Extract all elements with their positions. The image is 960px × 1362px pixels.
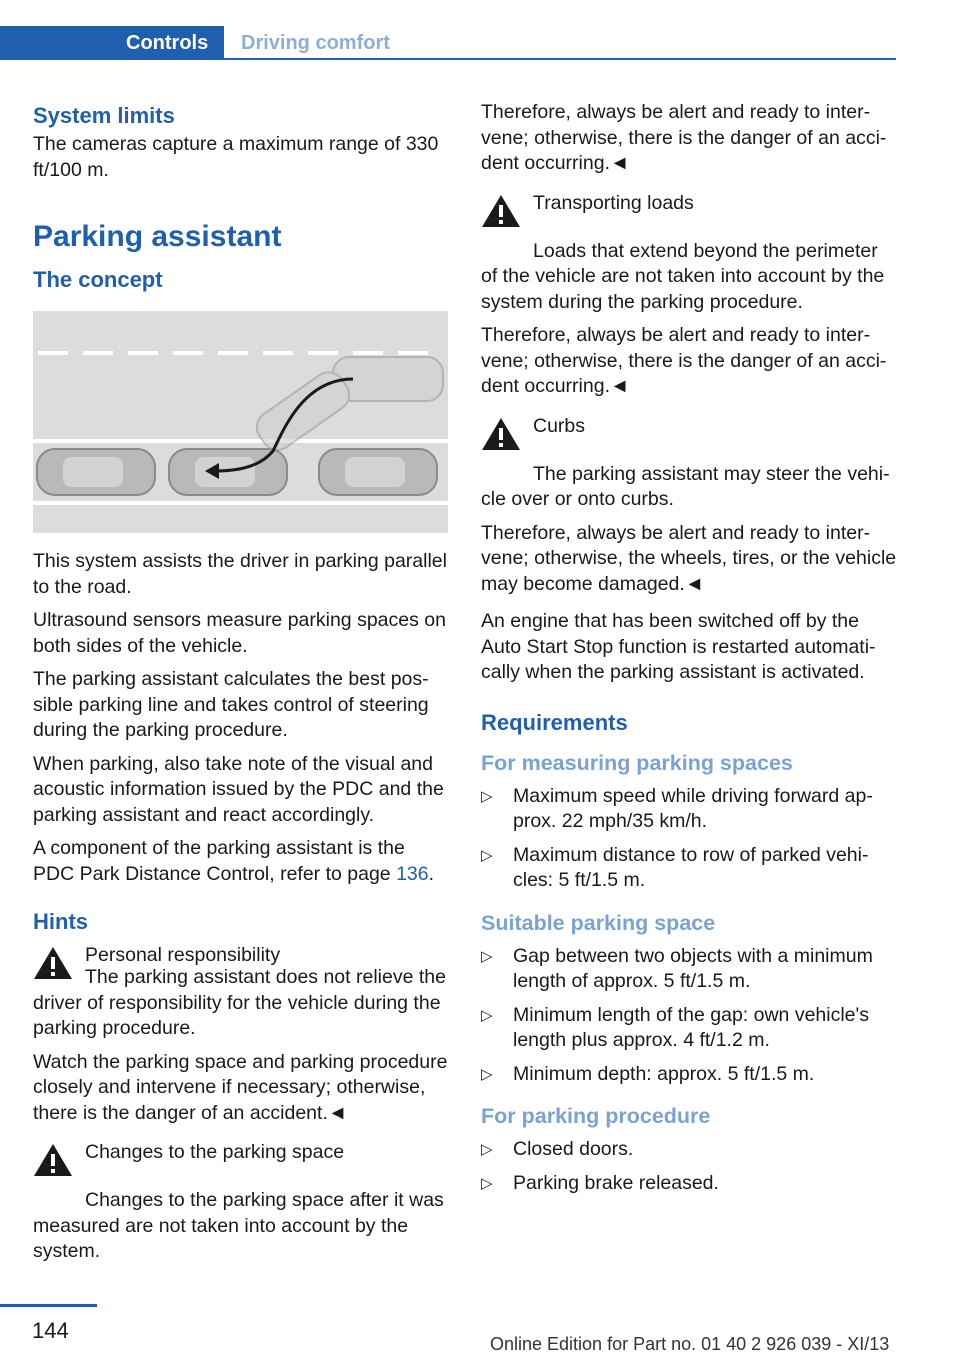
triangle-bullet-icon: ▷ bbox=[481, 787, 493, 805]
warning-triangle-icon bbox=[481, 193, 521, 229]
list-item: ▷ Closed doors. bbox=[481, 1137, 899, 1163]
header-tab-controls[interactable] bbox=[0, 26, 224, 60]
list-item: ▷ Maximum speed while driving forward approx. 22 mph/35 km/h. bbox=[481, 784, 873, 832]
list-item: ▷ Gap between two objects with a minimum length of approx. 5 ft/1.5 m. bbox=[481, 944, 873, 992]
system-limits-heading: System limits bbox=[33, 103, 175, 128]
right-column bbox=[481, 100, 899, 1204]
procedure-heading: For parking procedure bbox=[481, 1104, 711, 1128]
measuring-heading: For measuring parking spaces bbox=[481, 750, 793, 775]
left-column bbox=[33, 100, 451, 1273]
page-number: 144 bbox=[32, 1318, 69, 1343]
triangle-bullet-icon: ▷ bbox=[481, 1006, 493, 1024]
section-title: Parking assistant bbox=[33, 220, 282, 253]
warning-3-title: Transporting loads bbox=[533, 191, 694, 214]
warning-4-text: The parking assistant may steer the vehicle over or onto curbs. bbox=[481, 462, 890, 510]
requirements-heading: Requirements bbox=[481, 709, 628, 735]
header-tab-driving-comfort[interactable] bbox=[224, 26, 896, 60]
warning-2-title: Changes to the parking space bbox=[85, 1141, 345, 1163]
triangle-bullet-icon: ▷ bbox=[481, 846, 493, 864]
warning-3-follow: Therefore, always be alert and ready to intervene; otherwise, there is the danger of an accident occurring.◄ bbox=[481, 324, 887, 397]
pdc-period: . bbox=[428, 862, 435, 885]
pdc-page-link[interactable]: 136 bbox=[396, 862, 429, 885]
concept-paragraph-3: The parking assistant calculates the best possible parking line and takes control of steering during the parking procedure. bbox=[33, 668, 429, 741]
list-item: ▷ Minimum length of the gap: own vehicle's length plus approx. 4 ft/1.2 m. bbox=[481, 1003, 869, 1051]
header-tab-driving-comfort-label: Driving comfort bbox=[241, 32, 390, 54]
engine-restart-text: An engine that has been switched off by the Auto Start Stop function is restarted automatically when the parking assistant is activated. bbox=[481, 610, 876, 683]
procedure-list bbox=[481, 1137, 899, 1196]
concept-paragraph-1: This system assists the driver in parking parallel to the road. bbox=[33, 550, 447, 598]
page-header bbox=[0, 0, 896, 60]
parking-diagram-image bbox=[33, 311, 448, 533]
footer-accent-line bbox=[0, 1304, 97, 1307]
warning-2-text: Changes to the parking space after it was measured are not taken into account by the system. bbox=[33, 1189, 444, 1262]
measuring-list bbox=[481, 784, 899, 894]
header-divider bbox=[224, 58, 896, 60]
warning-4-follow: Therefore, always be alert and ready to intervene; otherwise, the wheels, tires, or the vehicle may become damaged.◄ bbox=[481, 521, 897, 595]
pdc-text: A component of the parking assistant is the PDC Park Distance Control, refer to page bbox=[33, 837, 405, 885]
warning-triangle-icon bbox=[33, 1142, 73, 1178]
warning-parking-space-changes bbox=[33, 1140, 451, 1188]
continuation-text: Therefore, always be alert and ready to intervene; otherwise, there is the danger of an accident occurring.◄ bbox=[481, 101, 887, 174]
edition-footer: Online Edition for Part no. 01 40 2 926 039 - XI/13 bbox=[490, 1334, 890, 1354]
warning-1-text: The parking assistant does not relieve the driver of responsibility for the vehicle during the parking procedure. bbox=[33, 966, 446, 1039]
warning-curbs bbox=[481, 414, 899, 462]
warning-triangle-icon bbox=[33, 945, 73, 981]
list-item: ▷ Parking brake released. bbox=[481, 1171, 899, 1197]
triangle-bullet-icon: ▷ bbox=[481, 1141, 493, 1158]
header-tab-controls-label: Controls bbox=[126, 32, 209, 54]
pdc-paragraph bbox=[33, 836, 451, 887]
concept-paragraph-4: When parking, also take note of the visual and acoustic information issued by the PDC and the parking assistant and react accordingly. bbox=[33, 752, 444, 826]
warning-1-title: Personal responsibility bbox=[85, 944, 281, 966]
warning-transporting-loads bbox=[481, 191, 899, 239]
warning-4-title: Curbs bbox=[533, 414, 586, 437]
warning-1-follow: Watch the parking space and parking procedure closely and intervene if necessary; otherwise, there is the danger of an accident.◄ bbox=[33, 1050, 448, 1124]
warning-3-text: Loads that extend beyond the perimeter of the vehicle are not taken into account by the system during the parking procedure. bbox=[481, 239, 885, 313]
warning-triangle-icon bbox=[481, 416, 521, 452]
concept-paragraph-2: Ultrasound sensors measure parking spaces on both sides of the vehicle. bbox=[33, 609, 446, 657]
concept-heading: The concept bbox=[33, 267, 163, 292]
list-item: ▷ Maximum distance to row of parked vehicles: 5 ft/1.5 m. bbox=[481, 843, 869, 891]
triangle-bullet-icon: ▷ bbox=[481, 1174, 493, 1192]
list-item: ▷ Minimum depth: approx. 5 ft/1.5 m. bbox=[481, 1062, 899, 1088]
triangle-bullet-icon: ▷ bbox=[481, 947, 493, 965]
warning-personal-responsibility bbox=[33, 943, 451, 991]
hints-heading: Hints bbox=[33, 909, 88, 934]
system-limits-text: The cameras capture a maximum range of 330 ft/100 m. bbox=[33, 133, 439, 181]
suitable-list bbox=[481, 944, 899, 1088]
suitable-heading: Suitable parking space bbox=[481, 910, 716, 935]
triangle-bullet-icon: ▷ bbox=[481, 1065, 493, 1083]
